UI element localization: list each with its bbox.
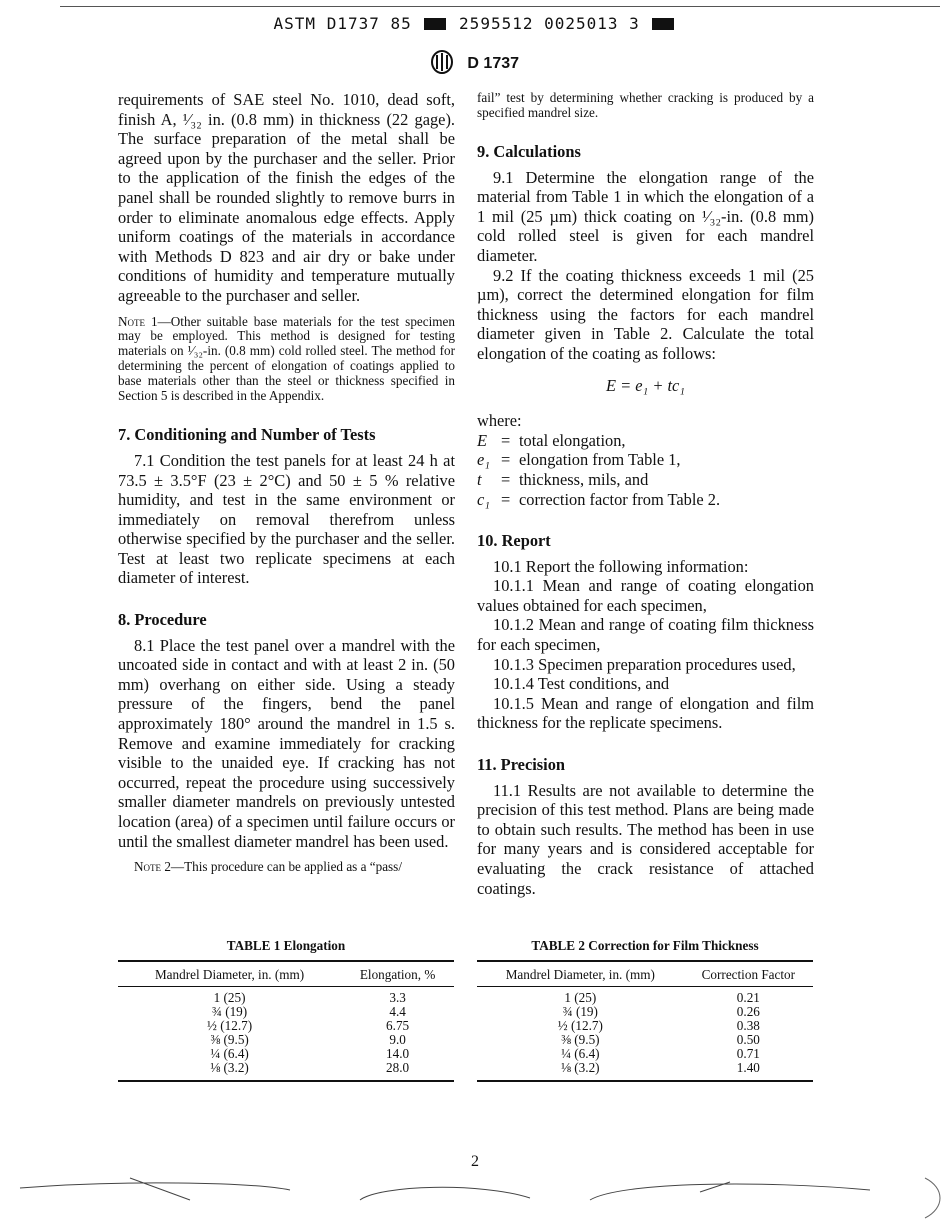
standard-number: D 1737 — [467, 55, 520, 72]
table-row — [477, 1019, 813, 1033]
page-number: 2 — [471, 1153, 479, 1170]
where-equals: = — [501, 430, 511, 450]
section-9-1-paragraph: 9.1 Determine the elongation range of the material from Table 1 in which the elongation of a 1 mil (25 µm) thick coating on ¹⁄₃₂-in. (0.8 mm) cold rolled steel is given for each mandrel diameter. — [477, 167, 814, 265]
table-row — [118, 1005, 454, 1019]
section-10-item: 10.1.2 Mean and range of coating film thickness for each specimen, — [477, 615, 814, 655]
table-2 — [477, 938, 813, 1082]
table-cell: 1 (25) — [213, 990, 246, 1005]
where-description: correction factor from Table 2. — [519, 489, 721, 509]
where-list — [477, 431, 814, 509]
where-label: where: — [477, 411, 522, 431]
table-cell: ⅛ (3.2) — [210, 1060, 249, 1075]
section-10-item: 10.1.4 Test conditions, and — [493, 674, 670, 694]
note-2-text: —This procedure can be applied as a “pass/ — [170, 859, 402, 875]
where-item — [477, 490, 814, 510]
left-column — [118, 90, 455, 875]
table-2-header-diameter: Mandrel Diameter, in. (mm) — [477, 961, 684, 987]
section-10-item: 10.1 Report the following information: — [493, 556, 749, 576]
table-1 — [118, 938, 454, 1082]
table-2-header-correction: Correction Factor — [684, 961, 813, 987]
note-1 — [118, 315, 455, 404]
table-cell: 6.75 — [386, 1018, 410, 1033]
table-cell: 1.40 — [736, 1060, 760, 1075]
table-1-header-diameter: Mandrel Diameter, in. (mm) — [118, 961, 341, 987]
section-8-heading: 8. Procedure — [118, 610, 207, 630]
note-1-text: —Other suitable base materials for the test specimen may be employed. This method is designed for testing materials on ¹⁄₃₂-in. (0.8 mm) cold rolled steel. The method for determining the percent of elongation of coatings applied to base materials other than the steel or thickness specified in Section 5 is described in the Appendix. — [118, 313, 455, 403]
table-cell: 0.71 — [736, 1046, 760, 1061]
table-cell: ¼ (6.4) — [210, 1046, 249, 1061]
note-2 — [118, 860, 455, 875]
note-2-continued: fail” test by determining whether cracking is produced by a specified mandrel size. — [477, 90, 814, 120]
table-cell: ¾ (19) — [562, 1004, 598, 1019]
table-cell: 14.0 — [386, 1046, 410, 1061]
black-block-mark — [424, 18, 446, 30]
section-7-paragraph: 7.1 Condition the test panels for at least 24 h at 73.5 ± 3.5°F (23 ± 2°C) and 50 ± 5 % relative humidity, and test in the same environment or immediately on removal therefrom unless otherwise specified by the purchaser and the seller. Test at least two replicate specimens at each diameter of interest. — [118, 450, 455, 588]
table-cell: ½ (12.7) — [557, 1018, 603, 1033]
table-cell: 1 (25) — [564, 990, 597, 1005]
elongation-equation: E = e₁ + tc₁ — [605, 375, 686, 395]
section-8-paragraph: 8.1 Place the test panel over a mandrel with the uncoated side in contact and with at least 2 in. (50 mm) overhang on either side. Using a steady pressure of the fingers, bend the panel approximately 180° around the mandrel in 1.5 s. Remove and examine immediately for cracking visible to the unaided eye. If cracking has not occurred, repeat the procedure using successively smaller diameter mandrels on previously untested location (area) of a specimen until failure occurs or until the smallest diameter mandrel has been used. — [118, 635, 455, 851]
table-2-caption: TABLE 2 Correction for Film Thickness — [531, 938, 759, 953]
note-2-label: Note 2 — [134, 859, 171, 875]
table-1-caption: TABLE 1 Elongation — [226, 938, 346, 953]
table-1-header-elongation: Elongation, % — [341, 961, 454, 987]
document-code-part-2: 2595512 0025013 3 — [459, 14, 640, 33]
where-symbol: E — [477, 430, 488, 450]
table-cell: ⅛ (3.2) — [561, 1060, 600, 1075]
where-item — [477, 450, 814, 470]
document-code-part-1: ASTM D1737 85 — [273, 14, 412, 33]
table-cell: ⅜ (9.5) — [561, 1032, 600, 1047]
where-description: thickness, mils, and — [519, 469, 649, 489]
table-cell: 3.3 — [389, 990, 406, 1005]
section-10-heading: 10. Report — [477, 531, 551, 551]
section-9-2-paragraph: 9.2 If the coating thickness exceeds 1 mil (25 µm), correct the determined elongation for film thickness using the factors for each mandrel diameter given in Table 2. Calculate the total elongation of the coating as follows: — [477, 265, 814, 363]
note-1-label: Note 1 — [118, 313, 158, 329]
table-row — [477, 1005, 813, 1019]
table-row — [118, 987, 454, 1006]
where-item — [477, 470, 814, 490]
table-cell: 9.0 — [389, 1032, 406, 1047]
table-cell: ⅜ (9.5) — [210, 1032, 249, 1047]
section-10-item: 10.1.3 Specimen preparation procedures used, — [493, 654, 796, 674]
table-row — [477, 1033, 813, 1047]
section-10-item: 10.1.5 Mean and range of elongation and film thickness for the replicate specimens. — [477, 693, 814, 733]
where-equals: = — [501, 469, 511, 489]
where-item — [477, 431, 814, 451]
where-symbol: t — [477, 469, 482, 489]
table-cell: ¾ (19) — [212, 1004, 248, 1019]
table-cell: 0.50 — [736, 1032, 760, 1047]
table-cell: ½ (12.7) — [207, 1018, 253, 1033]
section-11-heading: 11. Precision — [477, 755, 566, 775]
right-column — [477, 90, 814, 898]
section-11-paragraph: 11.1 Results are not available to determine the precision of this test method. Plans are being made to obtain such results. The method has been in use for many years and is considered acceptable for evaluating the crack resistance of attached coatings. — [477, 780, 814, 898]
document-code-header — [0, 14, 950, 33]
table-cell: 0.38 — [736, 1018, 760, 1033]
paragraph-continued: requirements of SAE steel No. 1010, dead soft, finish A, ¹⁄₃₂ in. (0.8 mm) in thickness (22 gage). The surface preparation of the metal shall be agreed upon by the purchaser and the seller. Prior to the application of the finish the edges of the panel shall be rounded slightly to remove burrs in order to eliminate anomalous edge effects. Apply uniform coatings of the materials in accordance with Methods D 823 and air dry or bake under conditions of humidity and temperature mutually agreeable to the purchaser and seller. — [118, 90, 455, 305]
table-row — [118, 1033, 454, 1047]
where-description: total elongation, — [519, 430, 626, 450]
where-symbol: e₁ — [477, 450, 490, 470]
table-cell: 0.26 — [736, 1004, 760, 1019]
table-row — [477, 1061, 813, 1081]
astm-logo-icon — [431, 50, 453, 74]
table-cell: 0.21 — [736, 990, 760, 1005]
table-1-grid — [118, 960, 454, 1082]
table-2-grid — [477, 960, 813, 1082]
table-row — [118, 1019, 454, 1033]
section-7-heading: 7. Conditioning and Number of Tests — [118, 425, 376, 445]
standard-header — [0, 50, 950, 74]
table-row — [477, 987, 813, 1006]
header-rule — [60, 6, 940, 7]
black-block-mark — [652, 18, 674, 30]
where-symbol: c₁ — [477, 489, 490, 509]
table-cell: ¼ (6.4) — [561, 1046, 600, 1061]
section-9-heading: 9. Calculations — [477, 142, 581, 161]
section-10-item: 10.1.1 Mean and range of coating elongation values obtained for each specimen, — [477, 576, 814, 615]
where-description: elongation from Table 1, — [519, 450, 681, 470]
where-equals: = — [501, 450, 511, 470]
table-row — [118, 1061, 454, 1081]
table-row — [118, 1047, 454, 1061]
where-equals: = — [501, 489, 511, 509]
scan-artifact-lines — [0, 1170, 950, 1225]
table-cell: 4.4 — [389, 1004, 406, 1019]
table-cell: 28.0 — [386, 1060, 410, 1075]
table-row — [477, 1047, 813, 1061]
